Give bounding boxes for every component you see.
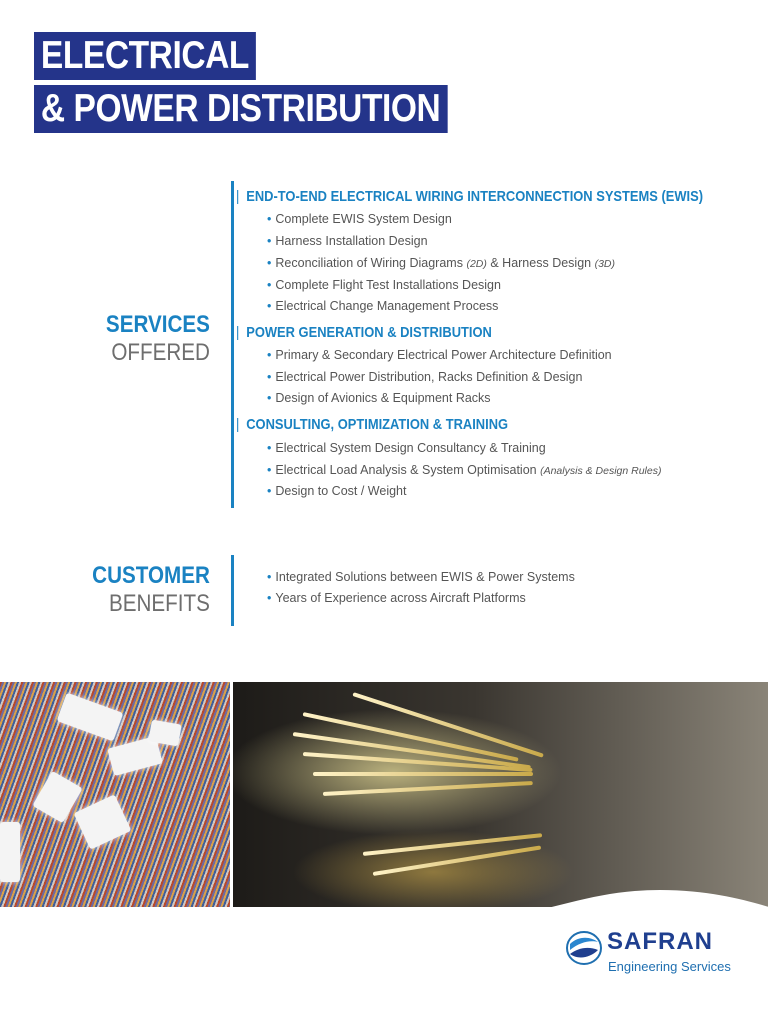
section-title-power: | POWER GENERATION & DISTRIBUTION — [236, 324, 492, 341]
list-item: • Integrated Solutions between EWIS & Power Systems — [267, 570, 575, 584]
title-line-1: ELECTRICAL — [34, 32, 256, 80]
logo-subtitle: Engineering Services — [608, 959, 731, 974]
title-line-2: & POWER DISTRIBUTION — [34, 85, 447, 133]
list-item: • Complete EWIS System Design — [267, 212, 452, 226]
list-item: • Years of Experience across Aircraft Platforms — [267, 591, 526, 605]
benefits-heading-b: BENEFITS — [109, 590, 210, 617]
logo-wordmark: SAFRAN — [607, 928, 713, 955]
list-item: • Electrical Load Analysis & System Optimisation (Analysis & Design Rules) — [267, 463, 662, 477]
wire-bundle-photo — [0, 682, 230, 907]
list-item: • Harness Installation Design — [267, 234, 428, 248]
section-title-consulting: | CONSULTING, OPTIMIZATION & TRAINING — [236, 416, 509, 433]
section-title-ewis: | END-TO-END ELECTRICAL WIRING INTERCONNECTION SYSTEMS (EWIS) — [236, 188, 704, 205]
list-item: • Reconciliation of Wiring Diagrams (2D) & Harness Design (3D) — [267, 256, 616, 270]
services-heading-a: SERVICES — [105, 311, 210, 338]
safran-swirl-icon — [564, 928, 604, 968]
services-divider — [231, 181, 234, 508]
connector-pins-photo — [233, 682, 768, 907]
services-heading-b: OFFERED — [111, 339, 210, 366]
list-item: • Complete Flight Test Installations Design — [267, 278, 501, 292]
list-item: • Electrical System Design Consultancy & Training — [267, 441, 546, 455]
list-item: • Electrical Power Distribution, Racks Definition & Design — [267, 370, 583, 384]
list-item: • Design of Avionics & Equipment Racks — [267, 391, 491, 405]
list-item: • Primary & Secondary Electrical Power Architecture Definition — [267, 348, 612, 362]
list-item: • Electrical Change Management Process — [267, 299, 499, 313]
benefits-divider — [231, 555, 234, 626]
benefits-heading-a: CUSTOMER — [92, 562, 210, 589]
safran-logo — [560, 926, 750, 986]
benefits-heading — [92, 562, 210, 618]
services-heading — [106, 311, 210, 367]
list-item: • Design to Cost / Weight — [267, 484, 407, 498]
